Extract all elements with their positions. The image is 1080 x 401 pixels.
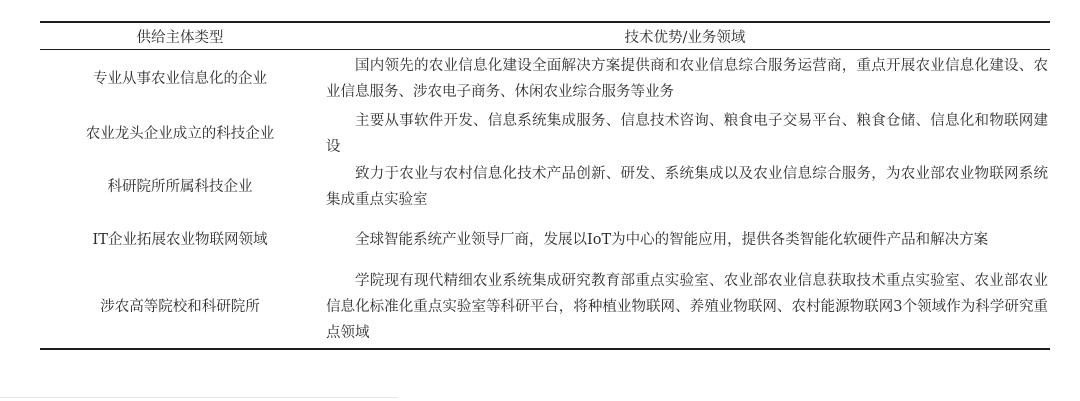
page-bottom-divider	[0, 397, 398, 398]
row-entity-type: 农业龙头企业成立的科技企业	[85, 126, 275, 142]
row-description: 主要从事软件开发、信息系统集成服务、信息技术咨询、粮食电子交易平台、粮食仓储、信息化和物联网建设	[326, 113, 1048, 155]
table-row	[40, 160, 1050, 214]
table-row	[40, 50, 1050, 109]
table-row	[40, 108, 1050, 160]
table-row	[40, 214, 1050, 266]
row-description: 致力于农业与农村信息化技术产品创新、研发、系统集成以及农业信息综合服务，为农业部农业物联网系统集成重点实验室	[326, 166, 1048, 208]
table-header-row	[40, 22, 1050, 50]
supply-entity-table	[40, 21, 1050, 350]
row-description: 学院现有现代精细农业系统集成研究教育部重点实验室、农业部农业信息获取技术重点实验室、农业部农业信息化标准化重点实验室等科研平台，将种植业物联网、养殖业物联网、农村能源物联网3个领域作为科学研究重点领域	[326, 273, 1048, 341]
row-entity-type: 专业从事农业信息化的企业	[93, 71, 267, 87]
header-tech-advantage: 技术优势/业务领域	[624, 29, 746, 46]
row-entity-type: IT企业拓展农业物联网领域	[92, 232, 268, 248]
table-body	[40, 50, 1050, 350]
table-row	[40, 266, 1050, 349]
table-header	[40, 22, 1050, 50]
row-entity-type: 科研院所所属科技企业	[107, 179, 253, 195]
header-supply-entity-type: 供给主体类型	[136, 29, 224, 46]
row-description: 全球智能系统产业领导厂商，发展以IoT为中心的智能应用，提供各类智能化软硬件产品和解决方案	[355, 232, 989, 248]
row-description: 国内领先的农业信息化建设全面解决方案提供商和农业信息综合服务运营商，重点开展农业信息化建设、农业信息服务、涉农电子商务、休闲农业综合服务等业务	[326, 58, 1048, 100]
row-entity-type: 涉农高等院校和科研院所	[100, 299, 260, 315]
